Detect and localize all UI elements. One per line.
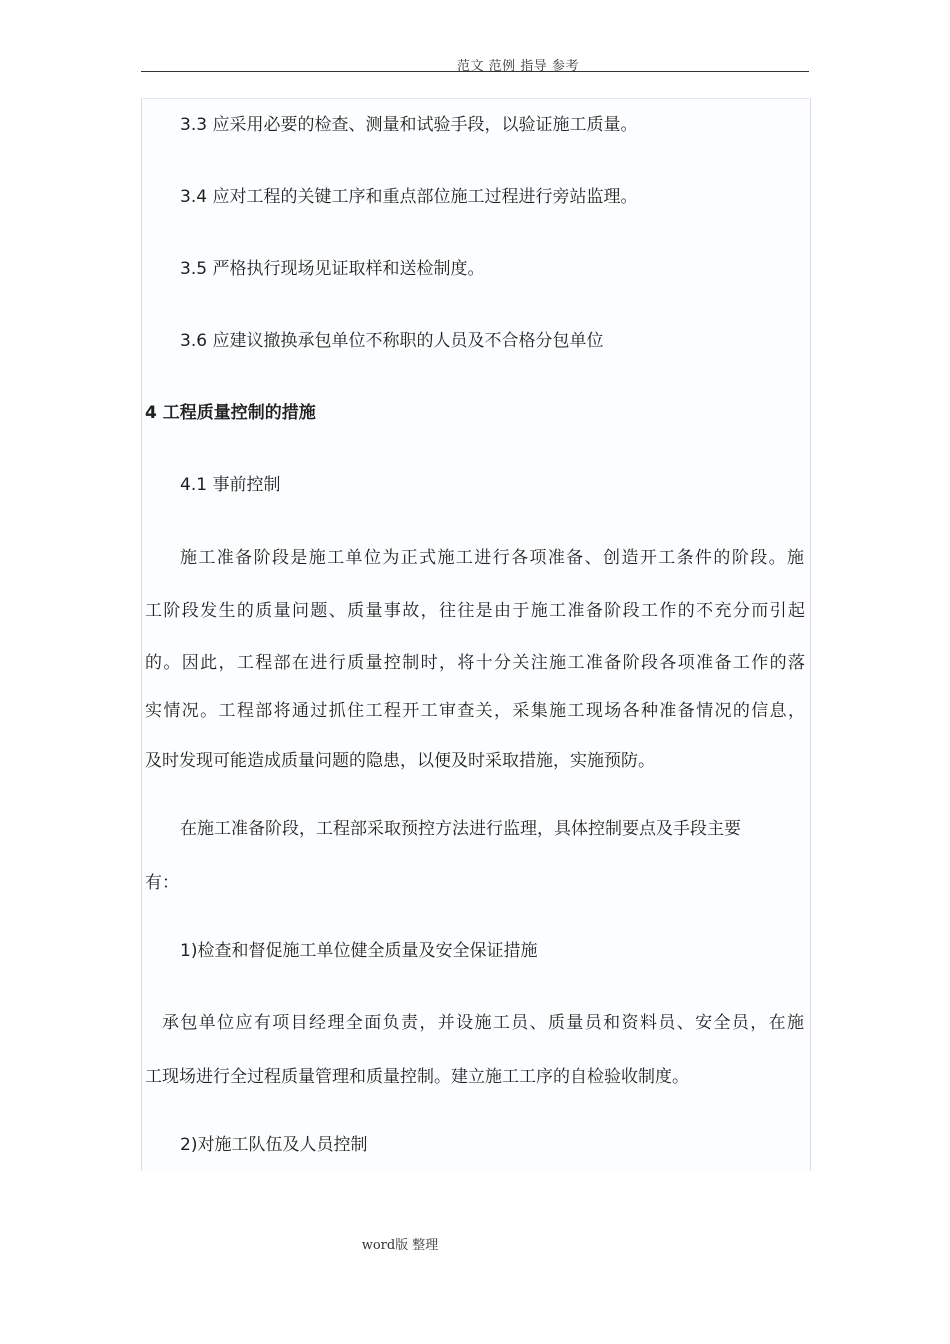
paragraph-2-line-1: 在施工准备阶段，工程部采取预控方法进行监理，具体控制要点及手段主要 [180,819,741,839]
paragraph-1-line-4: 实情况。工程部将通过抓住工程开工审查关，采集施工现场各种准备情况的信息， [145,701,805,721]
clause-3-4: 3.4 应对工程的关键工序和重点部位施工过程进行旁站监理。 [180,187,638,207]
clause-3-6: 3.6 应建议撤换承包单位不称职的人员及不合格分包单位 [180,331,604,351]
paragraph-2-line-2: 有： [145,873,179,893]
paragraph-3-line-1: 承包单位应有项目经理全面负责，并设施工员、质量员和资料员、安全员，在施 [162,1013,804,1033]
paragraph-1-line-2: 工阶段发生的质量问题、质量事故，往往是由于施工准备阶段工作的不充分而引起 [145,601,805,621]
paragraph-1-line-5: 及时发现可能造成质量问题的隐患，以便及时采取措施，实施预防。 [145,751,655,771]
page-header: 范文 范例 指导 参考 [457,59,579,74]
paragraph-1-line-3: 的。因此，工程部在进行质量控制时，将十分关注施工准备阶段各项准备工作的落 [145,653,805,673]
paragraph-1-line-1: 施工准备阶段是施工单位为正式施工进行各项准备、创造开工条件的阶段。施 [180,548,804,568]
subsection-4-1: 4.1 事前控制 [180,475,281,495]
paragraph-3-line-2: 工现场进行全过程质量管理和质量控制。建立施工工序的自检验收制度。 [145,1067,689,1087]
section-heading-4: 4 工程质量控制的措施 [145,403,316,423]
header-rule [141,71,809,72]
item-1: 1)检查和督促施工单位健全质量及安全保证措施 [180,941,538,961]
item-2: 2)对施工队伍及人员控制 [180,1135,368,1155]
clause-3-3: 3.3 应采用必要的检查、测量和试验手段，以验证施工质量。 [180,115,638,135]
clause-3-5: 3.5 严格执行现场见证取样和送检制度。 [180,259,485,279]
page-footer: word版 整理 [361,1238,439,1253]
